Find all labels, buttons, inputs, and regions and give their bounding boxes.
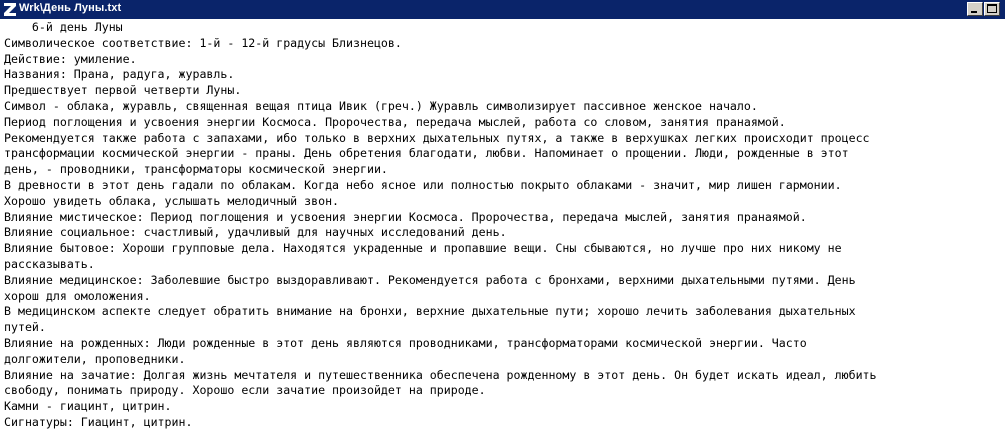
- text-line: Хорошо увидеть облака, услышать мелодичный звон.: [4, 193, 340, 208]
- z-app-icon[interactable]: [2, 1, 18, 17]
- text-line: Рекомендуется также работа с запахами, ибо только в верхних дыхательных путях, а также в верхушках легких происходит процесс: [4, 130, 870, 145]
- text-line: Предшествует первой четверти Луны.: [4, 83, 242, 98]
- text-line: Действие: умиление.: [4, 51, 137, 66]
- text-line: В медицинском аспекте следует обратить внимание на бронхи, верхние дыхательные пути; хорошо лечить заболевания дыхательных: [4, 304, 856, 319]
- text-line: Символ - облака, журавль, священная вещая птица Ивик (греч.) Журавль символизирует пассивное женское начало.: [4, 98, 758, 113]
- text-line: Влияние бытовое: Хороши групповые дела. Находятся украденные и пропавшие вещи. Сны сбываются, но лучше про них никому не: [4, 241, 842, 256]
- text-line: Камни - гиацинт, цитрин.: [4, 399, 172, 414]
- text-line: Влияние мистическое: Период поглощения и усвоения энергии Космоса. Пророчества, передача мыслей, занятия пранаямой.: [4, 209, 807, 224]
- text-line: трансформации космической энергии - праны. День обретения благодати, любви. Напоминает о прощении. Люди, рожденные в этот: [4, 146, 849, 161]
- minimize-button[interactable]: [967, 2, 983, 16]
- text-line: путей.: [4, 320, 46, 335]
- text-line: хорош для омоложения.: [4, 288, 151, 303]
- text-line: Влияние на зачатие: Долгая жизнь мечтателя и путешественника обеспечена рожденному в этот день. Он будет искать идеал, любить: [4, 367, 877, 382]
- text-line: рассказывать.: [4, 256, 95, 271]
- text-line: Сигнатуры: Гиацинт, цитрин.: [4, 414, 193, 429]
- maximize-button[interactable]: [984, 2, 1000, 16]
- text-line: долгожители, проповедники.: [4, 351, 186, 366]
- text-editor-area[interactable]: [0, 19, 1005, 438]
- text-line: Влияние социальное: счастливый, удачливый для научных исследований день.: [4, 225, 507, 240]
- text-line: 6-й день Луны: [4, 20, 123, 34]
- document-text: [4, 20, 877, 431]
- title-bar[interactable]: [0, 0, 1005, 19]
- text-line: Период поглощения и усвоения энергии Космоса. Пророчества, передача мыслей, работа со словом, занятия пранаямой.: [4, 114, 786, 129]
- window-title: Wrk\День Луны.txt: [19, 2, 122, 14]
- text-line: В древности в этот день гадали по облакам. Когда небо ясное или полностью покрыто облаками - значит, мир лишен гармонии.: [4, 177, 842, 192]
- text-line: Влияние на рожденных: Люди рожденные в этот день являются проводниками, трансформаторами космической энергии. Часто: [4, 335, 807, 350]
- text-line: день, - проводники, трансформаторы космической энергии.: [4, 162, 388, 177]
- text-line: свободу, понимать природу. Хорошо если зачатие произойдет на природе.: [4, 383, 486, 398]
- text-line: Названия: Прана, радуга, журавль.: [4, 67, 235, 82]
- text-line: Символическое соответствие: 1-й - 12-й градусы Близнецов.: [4, 35, 402, 50]
- text-line: Влияние медицинское: Заболевшие быстро выздоравливают. Рекомендуется работа с бронхами, верхними дыхательными путями. День: [4, 272, 856, 287]
